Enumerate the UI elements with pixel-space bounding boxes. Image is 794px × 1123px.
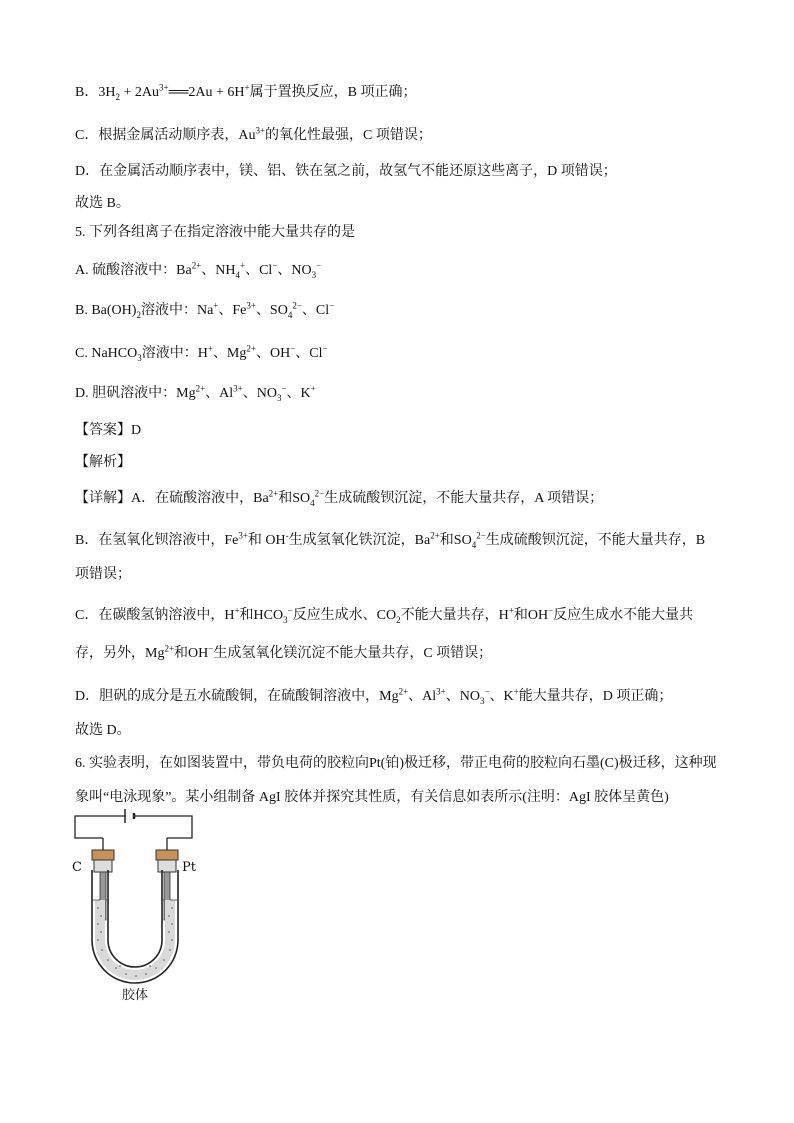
superscript: 3+ (158, 82, 169, 93)
text-run: 的氧化性最强，C 项错误； (265, 128, 432, 143)
text-run: 生成氢氧化铁沉淀，Ba (288, 533, 431, 548)
text-line (75, 604, 693, 624)
superscript: 2+ (430, 530, 440, 541)
line-prefix: 【答案】 (75, 423, 131, 438)
subscript: 3 (311, 269, 317, 280)
text-line (75, 752, 717, 772)
u-tube-electrophoresis-illustration (70, 808, 220, 1008)
subscript: 4 (287, 309, 293, 320)
text-run: 和SO (439, 533, 472, 548)
text-run: 、NO (445, 689, 480, 704)
superscript: − (272, 260, 278, 271)
superscript: 2+ (268, 488, 279, 499)
text-line (75, 451, 131, 471)
text-run: D (131, 423, 142, 438)
superscript: + (244, 82, 250, 93)
line-prefix: 【解析】 (75, 455, 131, 470)
superscript: − (322, 343, 328, 354)
line-prefix: B． (75, 85, 99, 100)
text-run: 、NO (277, 263, 312, 278)
subscript: 3 (137, 352, 142, 363)
text-run: 故选 B。 (75, 196, 130, 211)
line-prefix: 6. (75, 756, 86, 771)
text-run: 和SO (278, 491, 311, 506)
text-run: 、Al (408, 689, 437, 704)
line-prefix: C． (75, 608, 99, 623)
text-line (75, 124, 432, 144)
text-line (75, 192, 130, 212)
text-run: 、Al (205, 386, 234, 401)
text-line (75, 419, 141, 439)
text-line (75, 160, 617, 180)
text-run: 在氢氧化钡溶液中，Fe (98, 533, 239, 548)
text-line (75, 529, 705, 549)
superscript: + (240, 260, 246, 271)
line-prefix: 【详解】 (75, 491, 131, 506)
text-run: 在碳酸氢钠溶液中，H (98, 608, 235, 623)
text-run: 生成硫酸钡沉淀，不能大量共存，B (485, 533, 706, 548)
text-run: 和HCO (239, 608, 284, 623)
text-line (75, 487, 603, 507)
superscript: 3+ (233, 383, 243, 394)
line-prefix: B. (75, 303, 88, 318)
superscript: + (234, 605, 240, 616)
text-run: 故选 D。 (75, 723, 131, 738)
subscript: 2 (115, 91, 120, 102)
subscript: 2 (136, 309, 141, 320)
text-run: NaHCO (87, 346, 138, 361)
text-run: 、K (286, 386, 311, 401)
text-line (75, 81, 416, 101)
superscript: + (513, 686, 519, 697)
text-run: 、NH (201, 263, 236, 278)
text-run: 、SO (255, 303, 288, 318)
superscript: + (508, 605, 514, 616)
text-run: 反应生成水不能大量共 (553, 608, 694, 623)
text-run: 、Cl (301, 303, 330, 318)
text-run: 象叫“电泳现象”。某小组制备 AgI 胶体并探究其性质，有关信息如表所示(注明：AgI 胶体呈黄色) (75, 790, 669, 805)
text-run: 存，另外，Mg (75, 646, 165, 661)
text-run: ══2Au + 6H (168, 85, 245, 100)
superscript: 2+ (246, 343, 256, 354)
text-run: 、OH (255, 346, 291, 361)
superscript: 3+ (436, 686, 446, 697)
text-line (75, 685, 672, 705)
superscript: − (484, 686, 490, 697)
graphite-electrode-label: C (72, 860, 82, 875)
superscript: − (316, 260, 322, 271)
superscript: − (329, 300, 335, 311)
subscript: 3 (283, 614, 288, 625)
text-run: 实验表明，在如图装置中，带负电荷的胶粒向Pt(铂)极迁移，带正电荷的胶粒向石墨(C)极迁移，这种现 (85, 756, 717, 771)
text-run: 生成硫酸钡沉淀，不能大量共存，A 项错误； (324, 491, 604, 506)
text-line (75, 642, 492, 662)
electrophoresis-diagram (70, 808, 220, 1012)
text-line (75, 382, 316, 402)
text-run: 不能大量共存，H (400, 608, 509, 623)
platinum-electrode-label: Pt (182, 860, 196, 875)
text-run: 溶液中：Na (140, 303, 214, 318)
text-run: 和OH (513, 608, 549, 623)
line-prefix: C. (75, 346, 88, 361)
text-line (75, 221, 355, 241)
text-line (75, 563, 131, 583)
subscript: 4 (235, 269, 240, 280)
superscript: 2− (292, 300, 302, 311)
text-run: 项错误； (75, 567, 131, 582)
text-run: 和OH (174, 646, 209, 661)
line-prefix: D. (75, 386, 89, 401)
text-run: 属于置换反应，B 项正确； (249, 85, 417, 100)
line-prefix: C． (75, 128, 99, 143)
superscript: + (213, 300, 219, 311)
text-run: Ba(OH) (87, 303, 137, 318)
superscript: 2+ (164, 643, 175, 654)
superscript: 2+ (398, 686, 409, 697)
text-run: A．在硫酸溶液中，Ba (131, 491, 269, 506)
text-run: 、Mg (212, 346, 247, 361)
text-run: 、Cl (245, 263, 273, 278)
text-run: 在金属活动顺序表中，镁、铝、铁在氢之前，故氢气不能还原这些离子，D 项错误； (99, 164, 617, 179)
text-run: 根据金属活动顺序表，Au (98, 128, 256, 143)
superscript: − (548, 605, 554, 616)
superscript: − (287, 605, 293, 616)
text-run: 下列各组离子在指定溶液中能大量共存的是 (85, 225, 355, 240)
superscript: 2− (476, 530, 486, 541)
superscript: 3+ (238, 530, 248, 541)
text-run: + 2Au (119, 85, 159, 100)
text-run: 3H (98, 85, 116, 100)
text-run: 反应生成水、CO (292, 608, 397, 623)
subscript: 3 (479, 695, 485, 706)
line-prefix: B． (75, 533, 99, 548)
superscript: 3+ (246, 300, 256, 311)
line-prefix: 5. (75, 225, 86, 240)
text-line (75, 719, 131, 739)
text-line (75, 786, 669, 806)
superscript: − (208, 643, 214, 654)
superscript: 3+ (255, 125, 266, 136)
text-run: 胆矾的成分是五水硫酸铜，在硫酸铜溶液中，Mg (99, 689, 399, 704)
superscript: − (290, 343, 296, 354)
subscript: 2 (396, 614, 401, 625)
text-run: 生成氢氧化镁沉淀不能大量共存，C 项错误； (213, 646, 493, 661)
text-run: 能大量共存，D 项正确； (518, 689, 673, 704)
text-run: 、NO (242, 386, 277, 401)
subscript: 4 (471, 539, 477, 550)
text-line (75, 342, 328, 362)
line-prefix: A. (75, 263, 89, 278)
superscript: 2− (314, 488, 325, 499)
line-prefix: D． (75, 164, 100, 179)
subscript: 3 (276, 392, 282, 403)
text-line (75, 299, 334, 319)
text-run: 、Fe (218, 303, 247, 318)
superscript: 2+ (191, 260, 202, 271)
text-line (75, 259, 321, 279)
subscript: 4 (310, 497, 315, 508)
text-run: 硫酸溶液中：Ba (88, 263, 192, 278)
text-run: 和 OH (247, 533, 286, 548)
colloid-caption: 胶体 (122, 988, 149, 1003)
superscript: − (281, 383, 287, 394)
superscript: - (285, 530, 289, 541)
text-run: 、Cl (295, 346, 323, 361)
text-run: 、K (489, 689, 514, 704)
superscript: + (207, 343, 213, 354)
text-run: 溶液中：H (141, 346, 208, 361)
text-run: 胆矾溶液中：Mg (88, 386, 196, 401)
superscript: 2+ (195, 383, 206, 394)
superscript: + (310, 383, 316, 394)
line-prefix: D． (75, 689, 100, 704)
